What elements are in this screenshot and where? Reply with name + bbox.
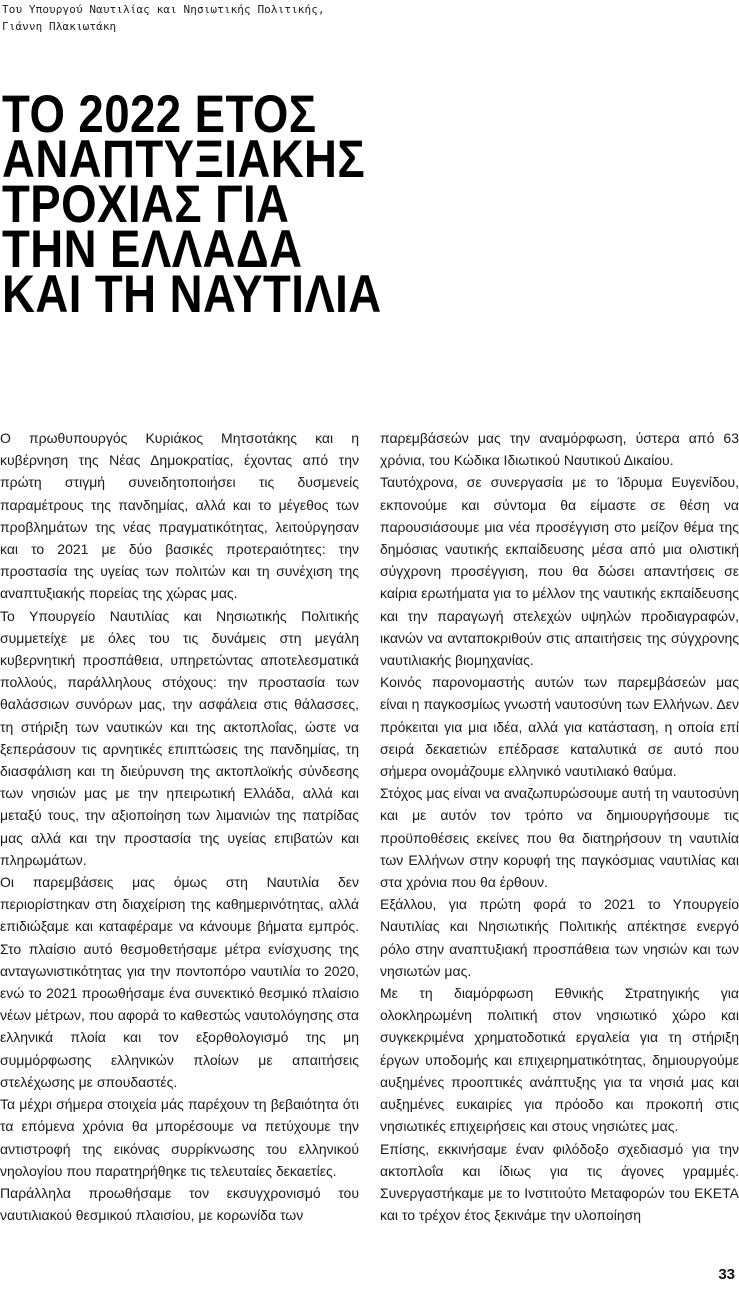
- paragraph: Εξάλλου, για πρώτη φορά το 2021 το Υπουργείο Ναυτιλίας και Νησιωτικής Πολιτικής απέκτησε ενεργό ρόλο στην αναπτυξιακή προσπάθεια των νησιών και των νησιωτών μας.: [380, 896, 739, 979]
- paragraph: Τα μέχρι σήμερα στοιχεία μάς παρέχουν τη βεβαιότητα ότι τα επόμενα χρόνια θα μπορέσουμε να πετύχουμε την αντιστροφή της εικόνας συρρίκνωσης του ελληνικού νηολογίου που παρατηρήθηκε τις τελευταίες δεκαετίες.: [0, 1096, 359, 1179]
- author-byline: [2, 1, 422, 35]
- paragraph: Παράλληλα προωθήσαμε τον εκσυγχρονισμό του ναυτιλιακού θεσμικού πλαισίου, με κορωνίδα των: [0, 1184, 359, 1224]
- paragraph: παρεμβάσεών μας την αναμόρφωση, ύστερα από 63 χρόνια, του Κώδικα Ιδιωτικού Ναυτικού Δικαίου.: [380, 430, 739, 469]
- article-title: [2, 85, 518, 324]
- title-line-3: ΤΡΟΧΙΑΣ ΓΙΑ: [2, 175, 290, 234]
- byline-line-2: Γιάννη Πλακιωτάκη: [2, 20, 117, 33]
- title-line-5: ΚΑΙ ΤΗ ΝΑΥΤΙΛΙΑ: [2, 265, 382, 324]
- title-line-1: ΤΟ 2022 ΕΤΟΣ: [2, 85, 317, 144]
- title-line-2: ΑΝΑΠΤΥΞΙΑΚΗΣ: [2, 130, 366, 189]
- body-column-right: [380, 427, 739, 1226]
- body-column-left: [0, 427, 359, 1226]
- paragraph: Επίσης, εκκινήσαμε έναν φιλόδοξο σχεδιασμό για την ακτοπλοΐα και ίδιως για τις άγονες γραμμές. Συνεργαστήκαμε με το Ινστιτούτο Μεταφορών του ΕΚΕΤΑ και το τρέχον έτος ξεκινάμε την υλοποίηση: [380, 1140, 739, 1224]
- paragraph: Το Υπουργείο Ναυτιλίας και Νησιωτικής Πολιτικής συμμετείχε με όλες του τις δυνάμεις στη μεγάλη κυβερνητική προσπάθεια, υπηρετώντας αποτελεσματικά πολλούς, παράλληλους στόχους: την προστασία των θαλάσσιων συνόρων μας, την ασφάλεια στις θάλασσες, τη στήριξη των ναυτικών και της ακτοπλοΐας, ώστε να ξεπεράσουν τις αρνητικές επιπτώσεις της πανδημίας, τη διασφάλιση και τη διεύρυνση της ακτοπλοϊκής σύνδεσης των νησιών μας με την ηπειρωτική Ελλάδα, αλλά και μεταξύ τους, την αξιοποίηση των λιμανιών της πατρίδας μας αλλά και την προστασία της υγείας επιβατών και πληρωμάτων.: [0, 607, 359, 868]
- title-line-4: ΤΗΝ ΕΛΛΑΔΑ: [2, 220, 303, 279]
- paragraph: Ταυτόχρονα, σε συνεργασία με το Ίδρυμα Ευγενίδου, εκπονούμε και σύντομα θα είμαστε σε θέση να παρουσιάσουμε μια νέα προσέγγιση στο μείζον θέμα της δημόσιας ναυτικής εκπαίδευσης μέσα από μια ολιστική σύγχρονη προσέγγιση, που θα δώσει απαντήσεις σε καίρια ερωτήματα για το μέλλον της ναυτικής εκπαίδευσης και την παραγωγή στελεχών υψηλών προδιαγραφών, ικανών να ανταποκριθούν στις απαιτήσεις της σύγχρονης ναυτιλιακής βιομηχανίας.: [380, 474, 739, 669]
- paragraph: Οι παρεμβάσεις μας όμως στη Ναυτιλία δεν περιορίστηκαν στη διαχείριση της καθημερινότητας, αλλά επιδιώξαμε και καταφέραμε να κάνουμε βήματα εμπρός. Στο πλαίσιο αυτό θεσμοθετήσαμε μέτρα ενίσχυσης της ανταγωνιστικότητας για την ποντοπόρο ναυτιλία το 2020, ενώ το 2021 προωθήσαμε ένα συνεκτικό θεσμικό πλαίσιο νέων μέτρων, που αφορά το καθεστώς ναυτολόγησης στα ελληνικά πλοία και τον εξορθολογισμό της μη συμμόρφωσης ελληνικών πλοίων με απαιτήσεις στελέχωσης με σπουδαστές.: [0, 874, 359, 1090]
- paragraph: Κοινός παρονομαστής αυτών των παρεμβάσεών μας είναι η παγκοσμίως γνωστή ναυτοσύνη των Ελλήνων. Δεν πρόκειται για μια ιδέα, αλλά για κατάσταση, η οποία επί σειρά δεκαετιών επέδρασε καταλυτικά σε αυτό που σήμερα ονομάζουμε ελληνικό ναυτιλιακό θαύμα.: [380, 674, 739, 780]
- byline-line-1: Του Υπουργού Ναυτιλίας και Νησιωτικής Πολιτικής,: [2, 3, 325, 16]
- page-number: 33: [718, 1266, 735, 1283]
- paragraph: Ο πρωθυπουργός Κυριάκος Μητσοτάκης και η κυβέρνηση της Νέας Δημοκρατίας, έχοντας από την πρώτη στιγμή συνειδητοποιήσει τις δυσμενείς παραμέτρους της πανδημίας, αλλά και το μέγεθος των προβλημάτων της νέας πραγματικότητας, λειτούργησαν και το 2021 με δύο βασικές προτεραιότητες: την προστασία της υγείας των πολιτών και τη συνέχιση της αναπτυξιακής πορείας της χώρας μας.: [0, 430, 359, 602]
- paragraph: Στόχος μας είναι να αναζωπυρώσουμε αυτή τη ναυτοσύνη και με αυτόν τον τρόπο να δημιουργήσουμε τις προϋποθέσεις εκείνες που θα διατηρήσουν τη ναυτιλία των Ελλήνων στην κορυφή της παγκόσμιας ναυτιλίας και στα χρόνια που θα έρθουν.: [380, 785, 739, 891]
- paragraph: Με τη διαμόρφωση Εθνικής Στρατηγικής για ολοκληρωμένη πολιτική στον νησιωτικό χώρο και συγκεκριμένα χρηματοδοτικά εργαλεία για τη στήριξη έργων υποδομής και επιχειρηματικότητας, δημιουργούμε αυξημένες προοπτικές ανάπτυξης για τα νησιά μας και αυξημένες ευκαιρίες για πρόοδο και προκοπή στις νησιωτικές επιχειρήσεις και στους νησιώτες μας.: [380, 985, 739, 1135]
